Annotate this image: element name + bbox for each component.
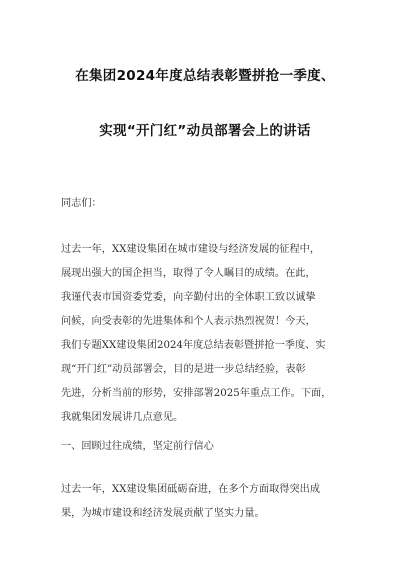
document-title-line-1: 在集团2024年度总结表彰暨拼抢一季度、 [75, 68, 335, 84]
document-title-line-2: 实现“开门红”动员部署会上的讲话 [99, 123, 311, 139]
paragraph-1-line: 现“开门红”动员部署会，目的是进一步总结经验，表彰 [61, 364, 306, 375]
paragraph-1-line: 问候，向受表彰的先进集体和个人表示热烈祝贺！今天， [61, 316, 316, 327]
paragraph-1-line: 我谨代表市国资委党委，向辛勤付出的全体职工致以诚挚 [61, 292, 316, 303]
section-heading-1: 一、回顾过往成绩，坚定前行信心 [61, 441, 214, 452]
greeting: 同志们： [61, 198, 102, 209]
paragraph-1-line: 我们专题XX建设集团2024年度总结表彰暨拼抢一季度、实 [61, 340, 326, 351]
paragraph-1-line: 展现出强大的国企担当，取得了令人瞩目的成绩。在此， [61, 268, 316, 279]
paragraph-1-line: 先进，分析当前的形势，安排部署2025年重点工作。下面， [61, 388, 332, 399]
paragraph-1-line: 我就集团发展讲几点意见。 [61, 412, 184, 423]
paragraph-2-line: 过去一年，XX建设集团砥砺奋进，在多个方面取得突出成 [61, 484, 321, 495]
paragraph-1-line: 过去一年，XX建设集团在城市建设与经济发展的征程中， [61, 244, 321, 255]
paragraph-2-line: 果，为城市建设和经济发展贡献了坚实力量。 [61, 508, 265, 519]
